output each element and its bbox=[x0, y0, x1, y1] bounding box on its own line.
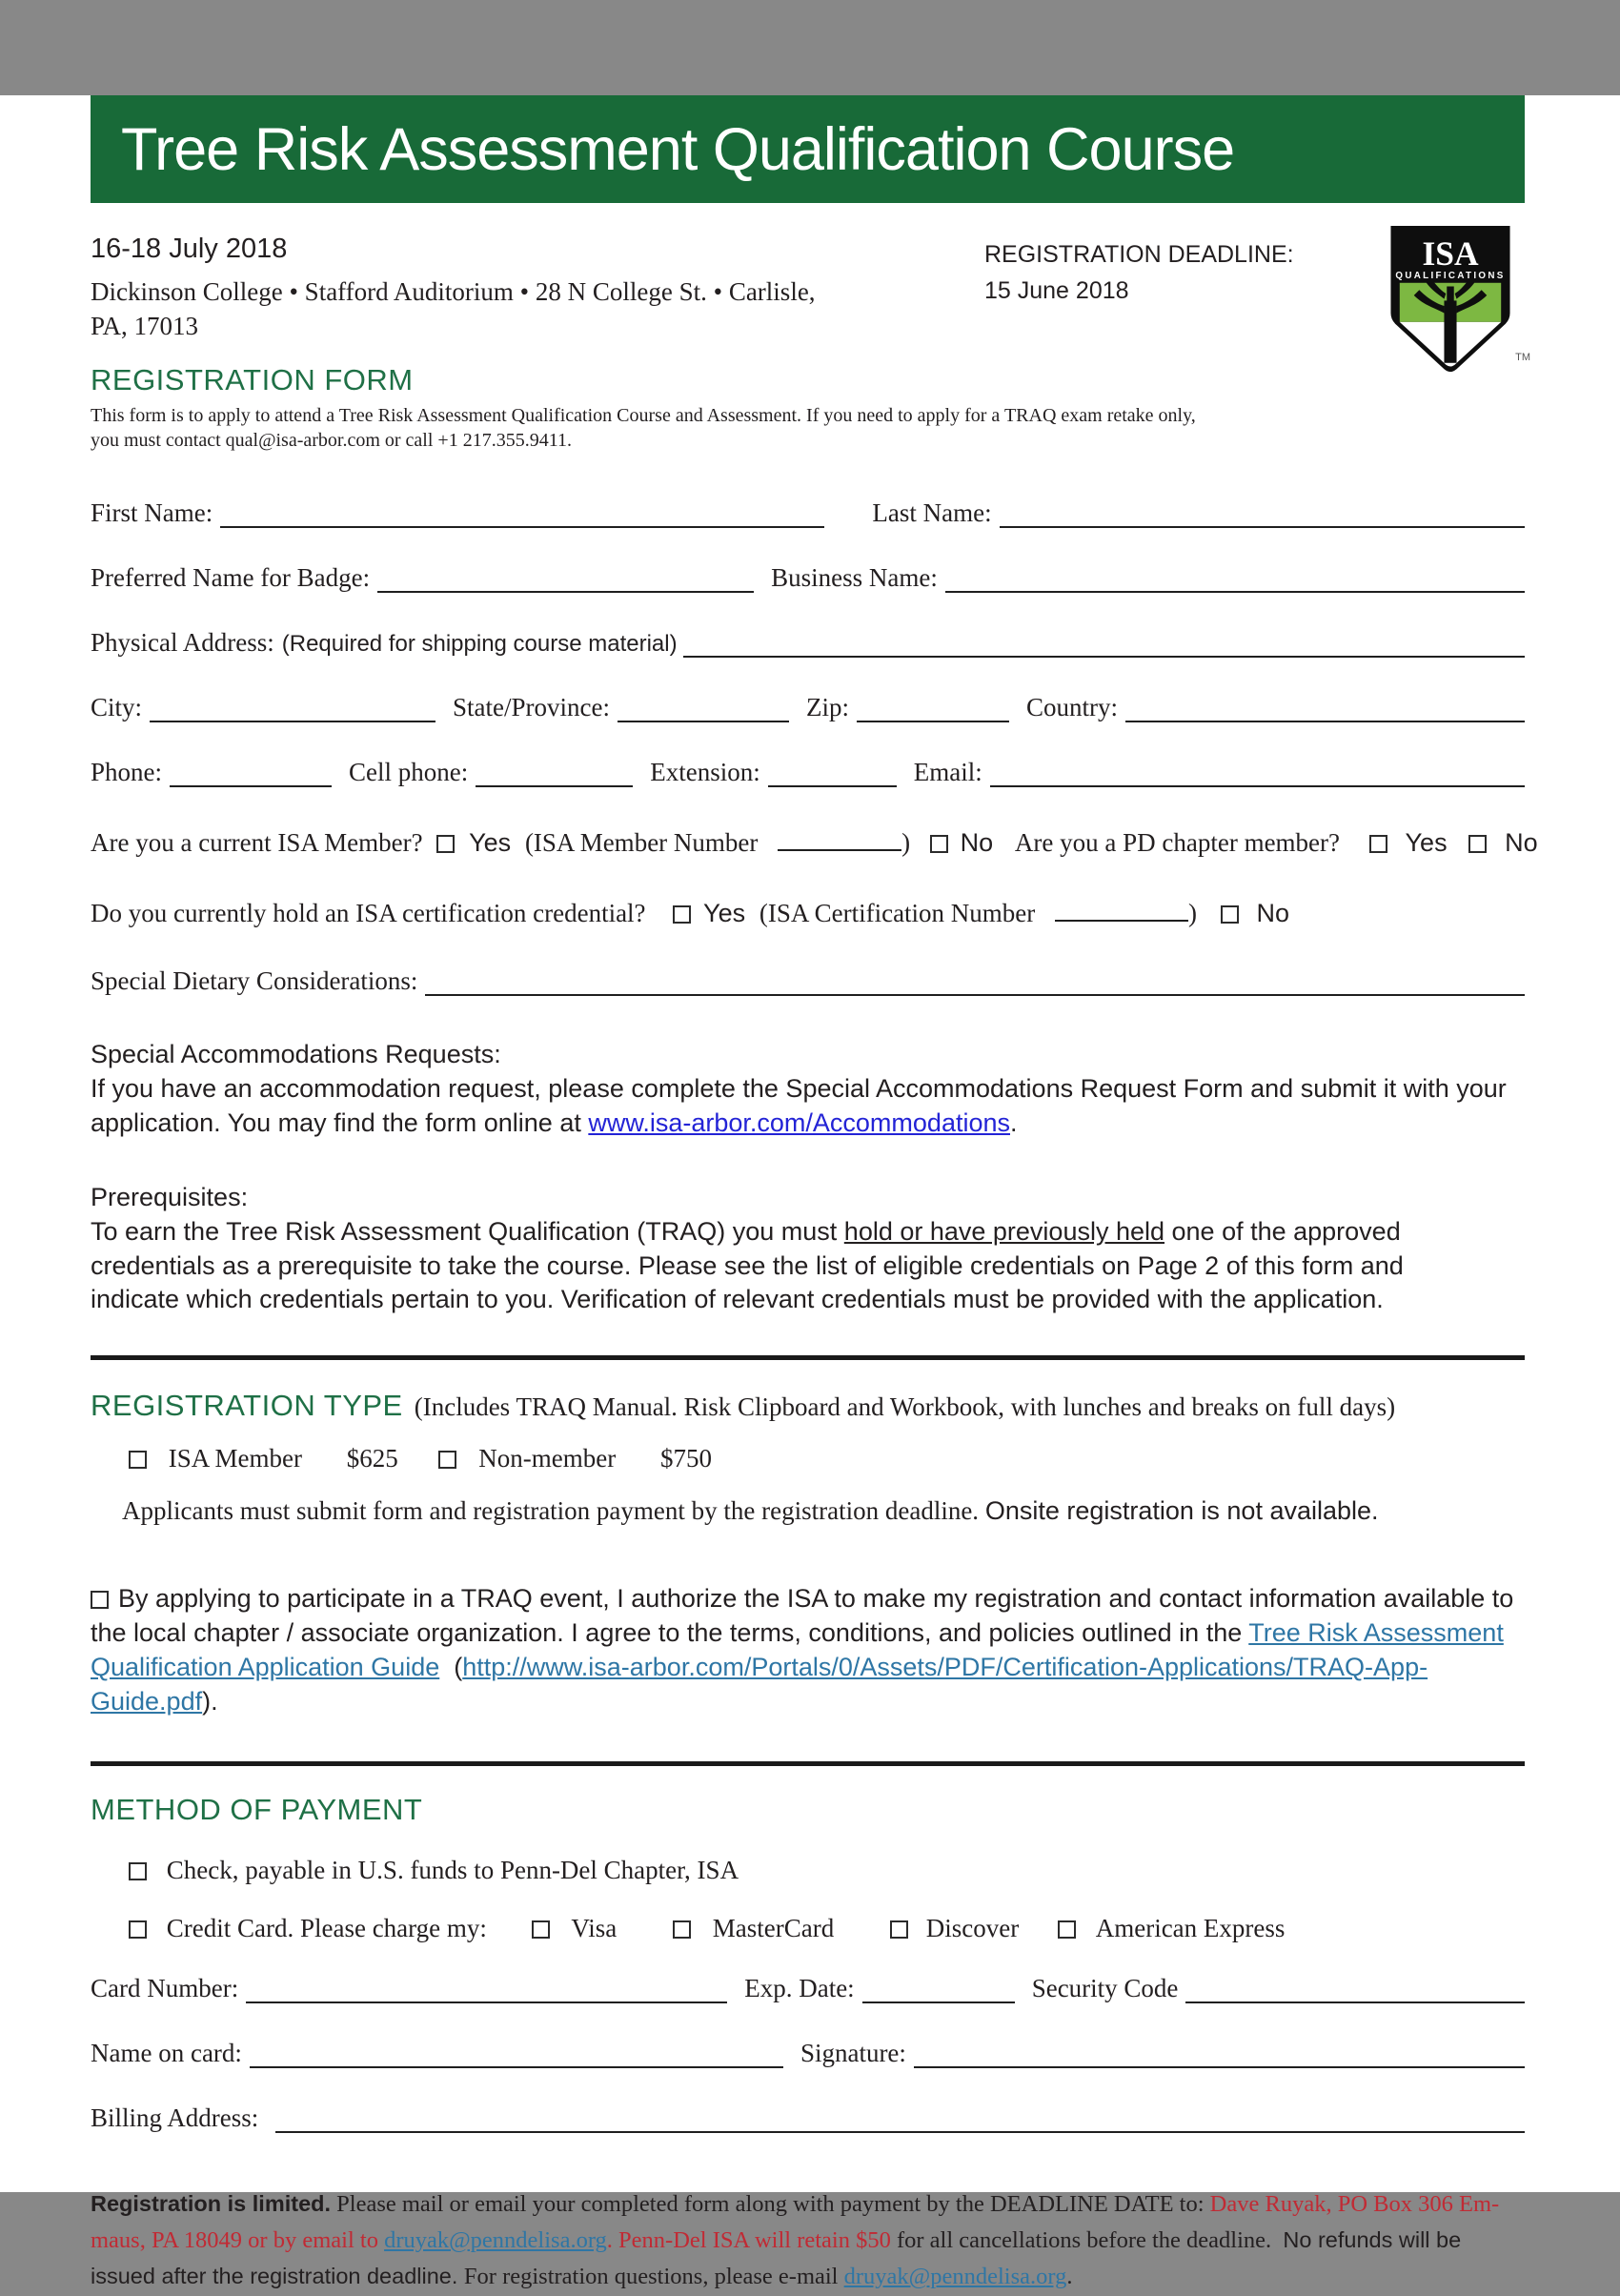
section-divider-2 bbox=[91, 1761, 1525, 1766]
preferred-name-line[interactable] bbox=[377, 567, 754, 593]
registration-type-note: (Includes TRAQ Manual. Risk Clipboard and Workbook, with lunches and breaks on full days) bbox=[414, 1392, 1396, 1422]
application-guide-link[interactable]: Tree Risk Assessment Qualification Application Guide bbox=[91, 1618, 1504, 1682]
prerequisites-underlined-phrase: hold or have previously held bbox=[843, 1216, 1165, 1246]
certification-number-line[interactable] bbox=[1055, 896, 1188, 922]
accommodations-block bbox=[91, 1038, 1510, 1141]
event-info-row bbox=[91, 234, 1530, 363]
certification-yes-checkbox[interactable] bbox=[673, 905, 691, 924]
signature-label: Signature: bbox=[800, 2038, 906, 2067]
physical-address-note: (Required for shipping course material) bbox=[281, 631, 678, 657]
zip-label: Zip: bbox=[805, 693, 849, 721]
billing-address-row bbox=[91, 2103, 1525, 2133]
footer-l3-text: For registration questions, please e-mail bbox=[463, 2264, 844, 2290]
mastercard-label: MasterCard bbox=[712, 1913, 835, 1942]
pay-credit-label: Credit Card. Please charge my: bbox=[166, 1913, 487, 1942]
payment-heading: METHOD OF PAYMENT bbox=[91, 1792, 423, 1826]
first-name-label: First Name: bbox=[91, 498, 213, 527]
pd-chapter-no-label: No bbox=[1505, 828, 1538, 857]
logo-subtitle-text: QUALIFICATIONS bbox=[1395, 271, 1506, 282]
certification-question-label: Do you currently hold an ISA certification credential? bbox=[91, 899, 646, 927]
phone-line[interactable] bbox=[170, 762, 332, 787]
certification-no-label: No bbox=[1256, 899, 1290, 927]
amex-checkbox[interactable] bbox=[1058, 1920, 1076, 1939]
certification-yes-label: Yes bbox=[703, 899, 746, 927]
footer-l2-sans: No refunds will be bbox=[1283, 2227, 1462, 2253]
exp-date-label: Exp. Date: bbox=[744, 1973, 855, 2002]
pay-check-label: Check, payable in U.S. funds to Penn-Del Chapter, ISA bbox=[166, 1855, 739, 1884]
footer-l1-red: Dave Ruyak, PO Box 306 Em- bbox=[1209, 2190, 1500, 2217]
isa-member-number-open: (ISA Member Number bbox=[524, 828, 759, 857]
accommodations-text: If you have an accommodation request, please complete the Special Accommodations Request Form and submit it with your application. You may find the form online at bbox=[91, 1073, 1507, 1137]
accommodations-text-end: . bbox=[1010, 1107, 1018, 1137]
title-banner bbox=[91, 95, 1525, 203]
application-guide-url-link[interactable]: http://www.isa-arbor.com/Portals/0/Assets/PDF/Certification-Applications/TRAQ-App-Guide.pdf bbox=[91, 1653, 1428, 1716]
footer-l2-dot: . bbox=[606, 2227, 619, 2254]
registration-type-header bbox=[91, 1389, 1525, 1423]
physical-address-line[interactable] bbox=[683, 632, 1525, 658]
pd-chapter-yes-checkbox[interactable] bbox=[1369, 835, 1387, 853]
deadline-label: REGISTRATION DEADLINE: bbox=[984, 241, 1294, 268]
physical-address-row bbox=[91, 628, 1525, 658]
registration-deadline bbox=[984, 237, 1294, 309]
accommodations-paragraph bbox=[91, 1072, 1510, 1141]
city-label: City: bbox=[91, 693, 143, 721]
logo-tm-mark: TM bbox=[1515, 352, 1530, 363]
certification-no-checkbox[interactable] bbox=[1221, 905, 1239, 924]
registration-type-options bbox=[129, 1444, 1525, 1473]
isa-member-number-close: ) bbox=[901, 828, 911, 857]
event-location-line2: PA, 17013 bbox=[91, 312, 199, 341]
email-label: Email: bbox=[913, 758, 982, 786]
email-line[interactable] bbox=[990, 762, 1525, 787]
registration-note-sans: Onsite registration is not available. bbox=[984, 1496, 1379, 1526]
physical-address-label: Physical Address: bbox=[91, 628, 274, 657]
dietary-row bbox=[91, 966, 1525, 996]
form-intro bbox=[91, 403, 1301, 453]
event-dates: 16-18 July 2018 bbox=[91, 234, 288, 264]
extension-line[interactable] bbox=[768, 762, 897, 787]
pay-check-checkbox[interactable] bbox=[129, 1862, 147, 1880]
footer-l2-red1: maus, PA 18049 or by email to bbox=[91, 2227, 385, 2254]
footer-l2-red2: Penn-Del ISA will retain $50 bbox=[618, 2227, 897, 2254]
authorization-block bbox=[91, 1582, 1520, 1719]
footer-l3-sans: issued after the registration deadline. bbox=[91, 2264, 464, 2289]
payment-credit-option bbox=[129, 1914, 1525, 1943]
footer-l1-text: Please mail or email your completed form along with payment by the DEADLINE DATE to: bbox=[331, 2190, 1210, 2217]
phone-row bbox=[91, 758, 1525, 787]
last-name-label: Last Name: bbox=[872, 498, 992, 527]
registration-form-page bbox=[0, 95, 1620, 2290]
form-intro-line2: you must contact qual@isa-arbor.com or call +1 217.355.9411. bbox=[91, 430, 572, 451]
pd-chapter-question-label: Are you a PD chapter member? bbox=[1014, 828, 1341, 857]
footer-line1 bbox=[91, 2186, 1525, 2223]
isa-qualifications-logo bbox=[1384, 224, 1530, 380]
city-line[interactable] bbox=[150, 697, 435, 722]
authorization-mid: ( bbox=[439, 1653, 463, 1682]
registration-deadline-note bbox=[122, 1494, 1525, 1529]
authorization-text: By applying to participate in a TRAQ event, I authorize the ISA to make my registration and contact information available to the local chapter / associate organization. I agree to the terms, conditions, and policies outlined in the bbox=[91, 1584, 1514, 1648]
last-name-line[interactable] bbox=[1000, 502, 1525, 528]
accommodations-link[interactable]: www.isa-arbor.com/Accommodations bbox=[588, 1107, 1010, 1137]
registration-note-serif: Applicants must submit form and registration payment by the registration deadline. bbox=[122, 1496, 985, 1526]
footer-l3-end: . bbox=[1066, 2264, 1073, 2290]
certification-number-close: ) bbox=[1188, 899, 1198, 927]
name-on-card-line[interactable] bbox=[250, 2042, 783, 2068]
footer-line3 bbox=[91, 2259, 1525, 2295]
non-member-rate-price: $750 bbox=[659, 1444, 712, 1473]
security-code-line[interactable] bbox=[1185, 1978, 1525, 2003]
authorization-text-end: ). bbox=[202, 1686, 218, 1716]
isa-member-yes-label: Yes bbox=[469, 828, 512, 857]
billing-address-line[interactable] bbox=[275, 2107, 1525, 2133]
isa-shield-icon bbox=[1384, 224, 1517, 376]
security-code-label: Security Code bbox=[1031, 1973, 1179, 2002]
non-member-rate-label: Non-member bbox=[478, 1444, 617, 1473]
visa-checkbox[interactable] bbox=[532, 1920, 550, 1939]
certification-number-open: (ISA Certification Number bbox=[759, 899, 1036, 927]
authorization-checkbox[interactable] bbox=[91, 1591, 109, 1609]
country-label: Country: bbox=[1025, 693, 1118, 721]
section-divider-1 bbox=[91, 1355, 1525, 1360]
state-line[interactable] bbox=[618, 697, 789, 722]
exp-date-line[interactable] bbox=[862, 1978, 1015, 2003]
card-number-row bbox=[91, 1974, 1525, 2003]
city-state-zip-row bbox=[91, 693, 1525, 722]
amex-label: American Express bbox=[1095, 1913, 1286, 1942]
accommodations-heading: Special Accommodations Requests: bbox=[91, 1040, 501, 1068]
form-intro-line1: This form is to apply to attend a Tree Risk Assessment Qualification Course and Assessment. If you need to apply for a TRAQ exam retake only, bbox=[91, 405, 1196, 426]
phone-label: Phone: bbox=[91, 758, 163, 786]
discover-checkbox[interactable] bbox=[890, 1920, 908, 1939]
footer-email-link-1[interactable]: druyak@penndelisa.org bbox=[384, 2227, 607, 2254]
registration-form-heading: REGISTRATION FORM bbox=[91, 363, 414, 396]
isa-member-rate-label: ISA Member bbox=[168, 1444, 302, 1473]
isa-member-yes-checkbox[interactable] bbox=[436, 835, 455, 853]
discover-label: Discover bbox=[925, 1913, 1020, 1942]
isa-member-no-checkbox[interactable] bbox=[930, 835, 948, 853]
logo-org-text: ISA bbox=[1422, 234, 1479, 274]
footer-line2 bbox=[91, 2223, 1525, 2259]
dietary-line[interactable] bbox=[425, 970, 1525, 996]
event-info bbox=[91, 234, 1525, 344]
name-row bbox=[91, 498, 1525, 528]
pd-chapter-no-checkbox[interactable] bbox=[1468, 835, 1487, 853]
zip-line[interactable] bbox=[857, 697, 1009, 722]
non-member-rate-checkbox[interactable] bbox=[438, 1451, 456, 1469]
page-title: Tree Risk Assessment Qualification Course bbox=[121, 115, 1235, 183]
isa-member-no-label: No bbox=[960, 828, 994, 857]
pay-credit-checkbox[interactable] bbox=[129, 1920, 147, 1939]
business-name-label: Business Name: bbox=[771, 563, 938, 592]
preferred-name-label: Preferred Name for Badge: bbox=[91, 563, 371, 592]
isa-member-question-label: Are you a current ISA Member? bbox=[91, 828, 423, 857]
prerequisites-text-end: one of the approved credentials as a prerequisite to take the course. Please see the list of eligible credentials on Page 2 of this form and indicate which credentials pertain to you. Verification of relevant credentials must be provided with the application. bbox=[91, 1216, 1404, 1314]
payment-check-option bbox=[129, 1856, 1525, 1885]
pd-chapter-yes-label: Yes bbox=[1405, 828, 1448, 857]
badge-business-row bbox=[91, 563, 1525, 593]
prerequisites-block bbox=[91, 1181, 1491, 1318]
name-on-card-label: Name on card: bbox=[91, 2038, 242, 2067]
card-number-label: Card Number: bbox=[91, 1973, 239, 2002]
state-label: State/Province: bbox=[453, 693, 610, 721]
registration-type-heading: REGISTRATION TYPE bbox=[91, 1389, 403, 1423]
footer-note bbox=[91, 2186, 1525, 2296]
footer-lead: Registration is limited. bbox=[91, 2190, 332, 2216]
dietary-label: Special Dietary Considerations: bbox=[91, 966, 418, 995]
mastercard-checkbox[interactable] bbox=[673, 1920, 691, 1939]
extension-label: Extension: bbox=[650, 758, 760, 786]
isa-member-rate-price: $625 bbox=[346, 1444, 398, 1473]
event-location-line1: Dickinson College • Stafford Auditorium • 28 N College St. • Carlisle, bbox=[91, 277, 816, 306]
deadline-date: 15 June 2018 bbox=[984, 276, 1129, 304]
business-name-line[interactable] bbox=[945, 567, 1525, 593]
signature-line[interactable] bbox=[914, 2042, 1525, 2068]
certification-question bbox=[91, 896, 1525, 928]
card-number-line[interactable] bbox=[246, 1978, 727, 2003]
visa-label: Visa bbox=[571, 1913, 618, 1942]
footer-l2-text: for all cancellations before the deadline. bbox=[896, 2227, 1284, 2254]
cell-phone-line[interactable] bbox=[476, 762, 633, 787]
prerequisites-paragraph bbox=[91, 1215, 1491, 1318]
isa-member-question bbox=[91, 825, 1538, 858]
cell-phone-label: Cell phone: bbox=[349, 758, 469, 786]
isa-member-rate-checkbox[interactable] bbox=[129, 1451, 147, 1469]
isa-member-number-line[interactable] bbox=[778, 825, 901, 851]
prerequisites-text: To earn the Tree Risk Assessment Qualification (TRAQ) you must bbox=[91, 1216, 844, 1246]
country-line[interactable] bbox=[1125, 697, 1525, 722]
footer-email-link-2[interactable]: druyak@penndelisa.org bbox=[843, 2264, 1067, 2290]
prerequisites-heading: Prerequisites: bbox=[91, 1182, 249, 1211]
first-name-line[interactable] bbox=[220, 502, 824, 528]
name-on-card-row bbox=[91, 2039, 1525, 2068]
billing-address-label: Billing Address: bbox=[91, 2103, 259, 2132]
